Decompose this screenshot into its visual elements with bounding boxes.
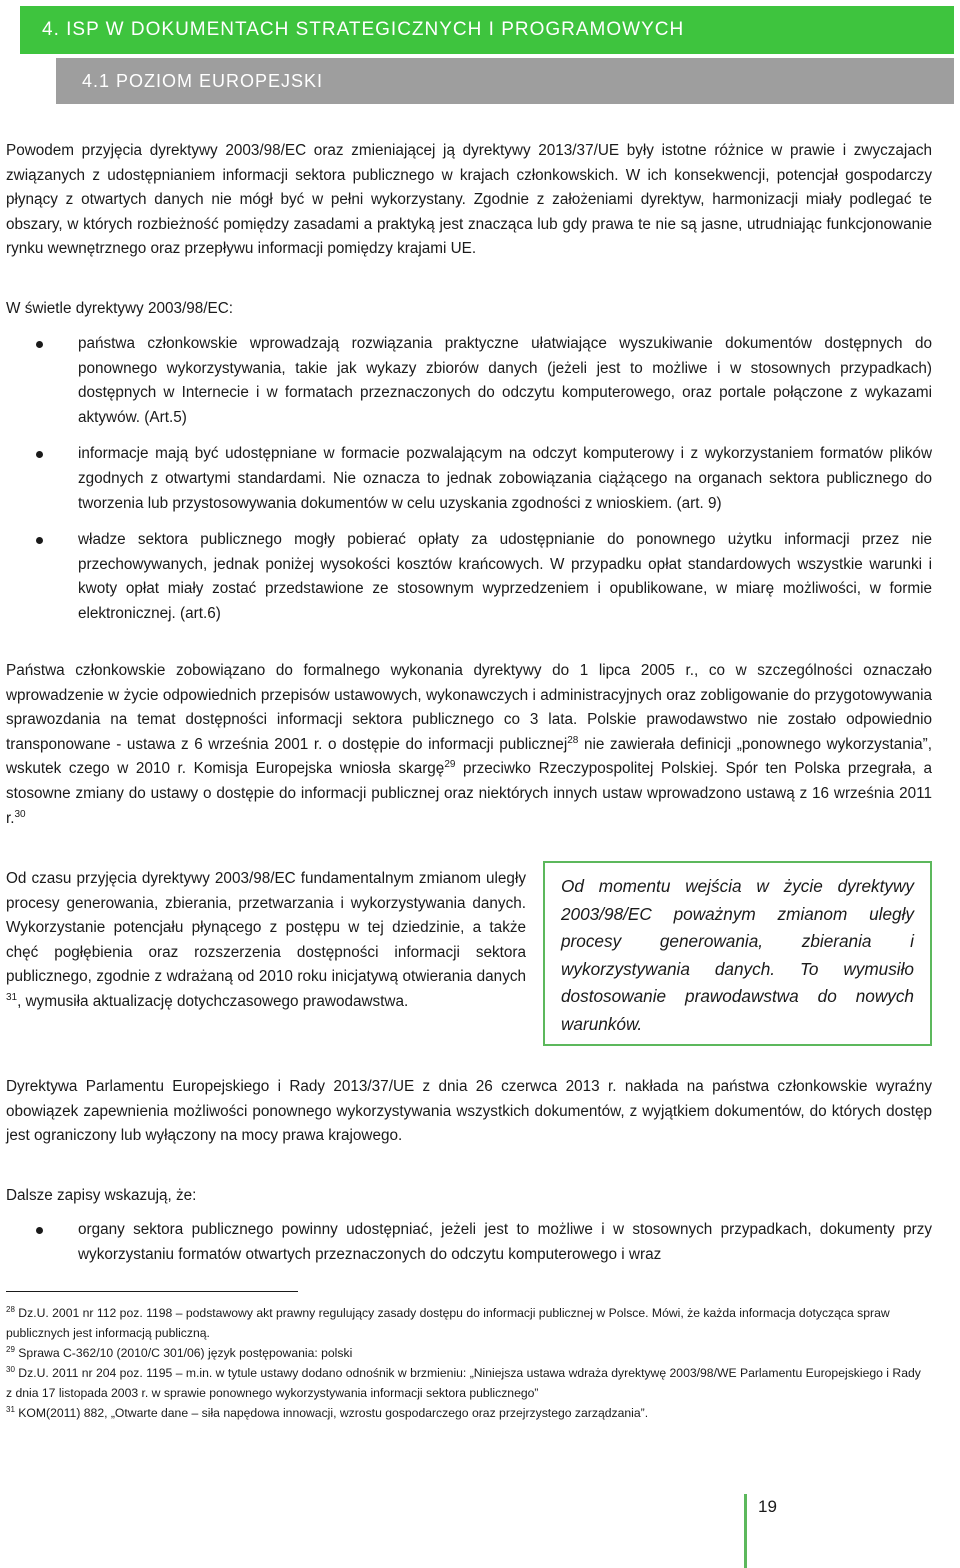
footnote-ref: 30 bbox=[14, 808, 26, 820]
bullet-list-further bbox=[6, 1218, 932, 1279]
page-number: 19 bbox=[758, 1497, 777, 1516]
footnote-number: 31 bbox=[6, 1404, 15, 1414]
paragraph-intro: Powodem przyjęcia dyrektywy 2003/98/EC oraz zmieniającej ją dyrektywy 2013/37/UE były istotne różnice w prawie i zwyczajach związanych z udostępnianiem informacji sektora publicznego w krajach członkowskich. W ich konsekwencji, potencjał gospodarczy płynący z otwartych danych nie mógł być w pełni wykorzystany. Zgodnie z założeniami dyrektyw, harmonizacji miały podlegać te obszary, w których rozbieżność pomiędzy zasadami a praktyką jest znacząca lub gdy prawa te nie są jasne, utrudniając funkcjonowanie rynku wewnętrznego oraz przepływu informacji pomiędzy krajami UE. bbox=[6, 142, 932, 258]
pull-quote-box: Od momentu wejścia w życie dyrektywy 2003/98/EC poważnym zmianom uległy procesy generowania, zbierania i wykorzystywania danych. To wymusiło dostosowanie prawodawstwa do nowych warunków. bbox=[543, 861, 932, 1046]
footnote bbox=[6, 1403, 926, 1423]
bullet-item bbox=[6, 332, 932, 430]
paragraph-text: , wymusiła aktualizację dotychczasowego prawodawstwa. bbox=[17, 992, 409, 1010]
section-heading bbox=[56, 58, 954, 104]
section-heading-text: 4.1 POZIOM EUROPEJSKI bbox=[82, 71, 324, 91]
bullet-item bbox=[6, 528, 932, 626]
paragraph-text: nie zawierała definicji „ponownego wykorzystania”, wskutek czego w 2010 r. Komisja Europejska wniosła skargę bbox=[6, 735, 932, 778]
bullet-text: państwa członkowskie wprowadzają rozwiązania praktyczne ułatwiające wyszukiwanie dokumentów dostępnych do ponownego wykorzystywania, takie jak wykazy zbiorów danych (jeżeli jest to możliwe i w stosownych przypadkach) dostępnych w Internecie i w formatach przeznaczonych do odczytu komputerowego, oraz portale połączone z wykazami aktywów. (Art.5) bbox=[78, 335, 932, 426]
paragraph-changes bbox=[6, 867, 526, 1015]
footnote-ref: 29 bbox=[444, 759, 456, 771]
footnote-text: Dz.U. 2011 nr 204 poz. 1195 – m.in. w tytule ustawy dodano odnośnik w brzmieniu: „Niniejsza ustawa wdraża dyrektywę 2003/98/WE Parlamentu Europejskiego i Rady z dnia 17 listopada 2003 r. w sprawie ponownego wykorzystywania informacji sektora publicznego” bbox=[6, 1366, 921, 1400]
footnote-text: KOM(2011) 882, „Otwarte dane – siła napędowa innowacji, wzrostu gospodarczego oraz przejrzystego zarządzania”. bbox=[14, 1406, 649, 1420]
footnote-divider bbox=[6, 1291, 298, 1292]
chapter-heading-text: 4. ISP W DOKUMENTACH STRATEGICZNYCH I PROGRAMOWYCH bbox=[42, 19, 685, 40]
paragraph-further: Dalsze zapisy wskazują, że: bbox=[6, 1187, 197, 1204]
paragraph-lead: W świetle dyrektywy 2003/98/EC: bbox=[6, 300, 233, 317]
footnote-ref: 28 bbox=[567, 734, 579, 746]
bullet-text: organy sektora publicznego powinny udostępniać, jeżeli jest to możliwe i w stosownych przypadkach, dokumenty przy wykorzystaniu formatów otwartych przeznaczonych do odczytu komputerowego i wraz bbox=[78, 1221, 932, 1263]
bullet-item bbox=[6, 442, 932, 516]
bullet-icon bbox=[36, 537, 43, 544]
footnote-ref: 31 bbox=[6, 991, 18, 1003]
footnote bbox=[6, 1363, 926, 1403]
footnote-number: 30 bbox=[6, 1364, 15, 1374]
page-number-bar bbox=[744, 1494, 747, 1568]
paragraph-directive-2013: Dyrektywa Parlamentu Europejskiego i Rady 2013/37/UE z dnia 26 czerwca 2013 r. nakłada na państwa członkowskie wyraźny obowiązek zapewnienia możliwości ponownego wykorzystywania wszystkich dokumentów, z wyjątkiem dokumentów, do których dostęp jest ograniczony lub wyłączony na mocy prawa krajowego. bbox=[6, 1078, 932, 1145]
bullet-text: informacje mają być udostępniane w formacie pozwalającym na odczyt komputerowy i z wykorzystaniem formatów plików zgodnych z otwartymi standardami. Nie oznacza to jednak zobowiązania ciążącego na organach sektora publicznego do tworzenia lub przystosowywania dokumentów w celu uzyskania zgodności z wnioskiem. (art. 9) bbox=[78, 445, 932, 512]
footnote-number: 28 bbox=[6, 1304, 15, 1314]
footnote-text: Dz.U. 2001 nr 112 poz. 1198 – podstawowy akt prawny regulujący zasady dostępu do informacji publicznej w Polsce. Mówi, że każda informacja dotycząca spraw publicznych jest informacją publiczną. bbox=[6, 1306, 890, 1340]
paragraph-text: Państwa członkowskie zobowiązano do formalnego wykonania dyrektywy do 1 lipca 2005 r., co w szczególności oznaczało wprowadzenie w życie odpowiednich przepisów ustawowych, wykonawczych i administracyjnych oraz zobligowanie do przygotowywania sprawozdania na temat dostępności informacji sektora publicznego co 3 lata. Polskie prawodawstwo nie zostało odpowiednio transponowane - ustawa z 6 września 2001 r. o dostępie do informacji publicznej bbox=[6, 662, 932, 753]
footnote-number: 29 bbox=[6, 1344, 15, 1354]
footnote bbox=[6, 1303, 926, 1343]
footnote bbox=[6, 1343, 926, 1363]
bullet-icon bbox=[36, 1227, 43, 1234]
bullet-icon bbox=[36, 451, 43, 458]
paragraph-text: Od czasu przyjęcia dyrektywy 2003/98/EC fundamentalnym zmianom uległy procesy generowania, zbierania, przetwarzania i wykorzystywania danych. Wykorzystanie potencjału płynącego z postępu w tej dziedzinie, a także chęć pogłębienia oraz rozszerzenia dostępności informacji sektora publicznego, zgodnie z wdrażaną od 2010 roku inicjatywą otwierania danych bbox=[6, 870, 526, 986]
footnote-text: Sprawa C-362/10 (2010/C 301/06) język postępowania: polski bbox=[14, 1346, 353, 1360]
bullet-list-directive bbox=[6, 332, 932, 639]
bullet-item bbox=[6, 1218, 932, 1267]
bullet-text: władze sektora publicznego mogły pobierać opłaty za udostępnianie do ponownego użytku informacji przez nie przechowywanych, jednak poniżej wysokości kosztów krańcowych. W przypadku opłat standardowych wszystkie warunki i kwoty opłat miały zostać przedstawione ze stosownym wyprzedzeniem i opublikowane, w miarę możliwości, w formie elektronicznej. (art.6) bbox=[78, 531, 932, 622]
bullet-icon bbox=[36, 341, 43, 348]
chapter-heading bbox=[20, 6, 954, 54]
footnotes bbox=[6, 1303, 926, 1423]
paragraph-text: przeciwko Rzeczypospolitej Polskiej. Spór ten Polska przegrała, a stosowne zmiany do ustawy o dostępie do informacji publicznej oraz niektórych innych ustaw wprowadzono ustawą z 16 września 2011 r. bbox=[6, 760, 932, 827]
paragraph-implementation bbox=[6, 659, 932, 831]
